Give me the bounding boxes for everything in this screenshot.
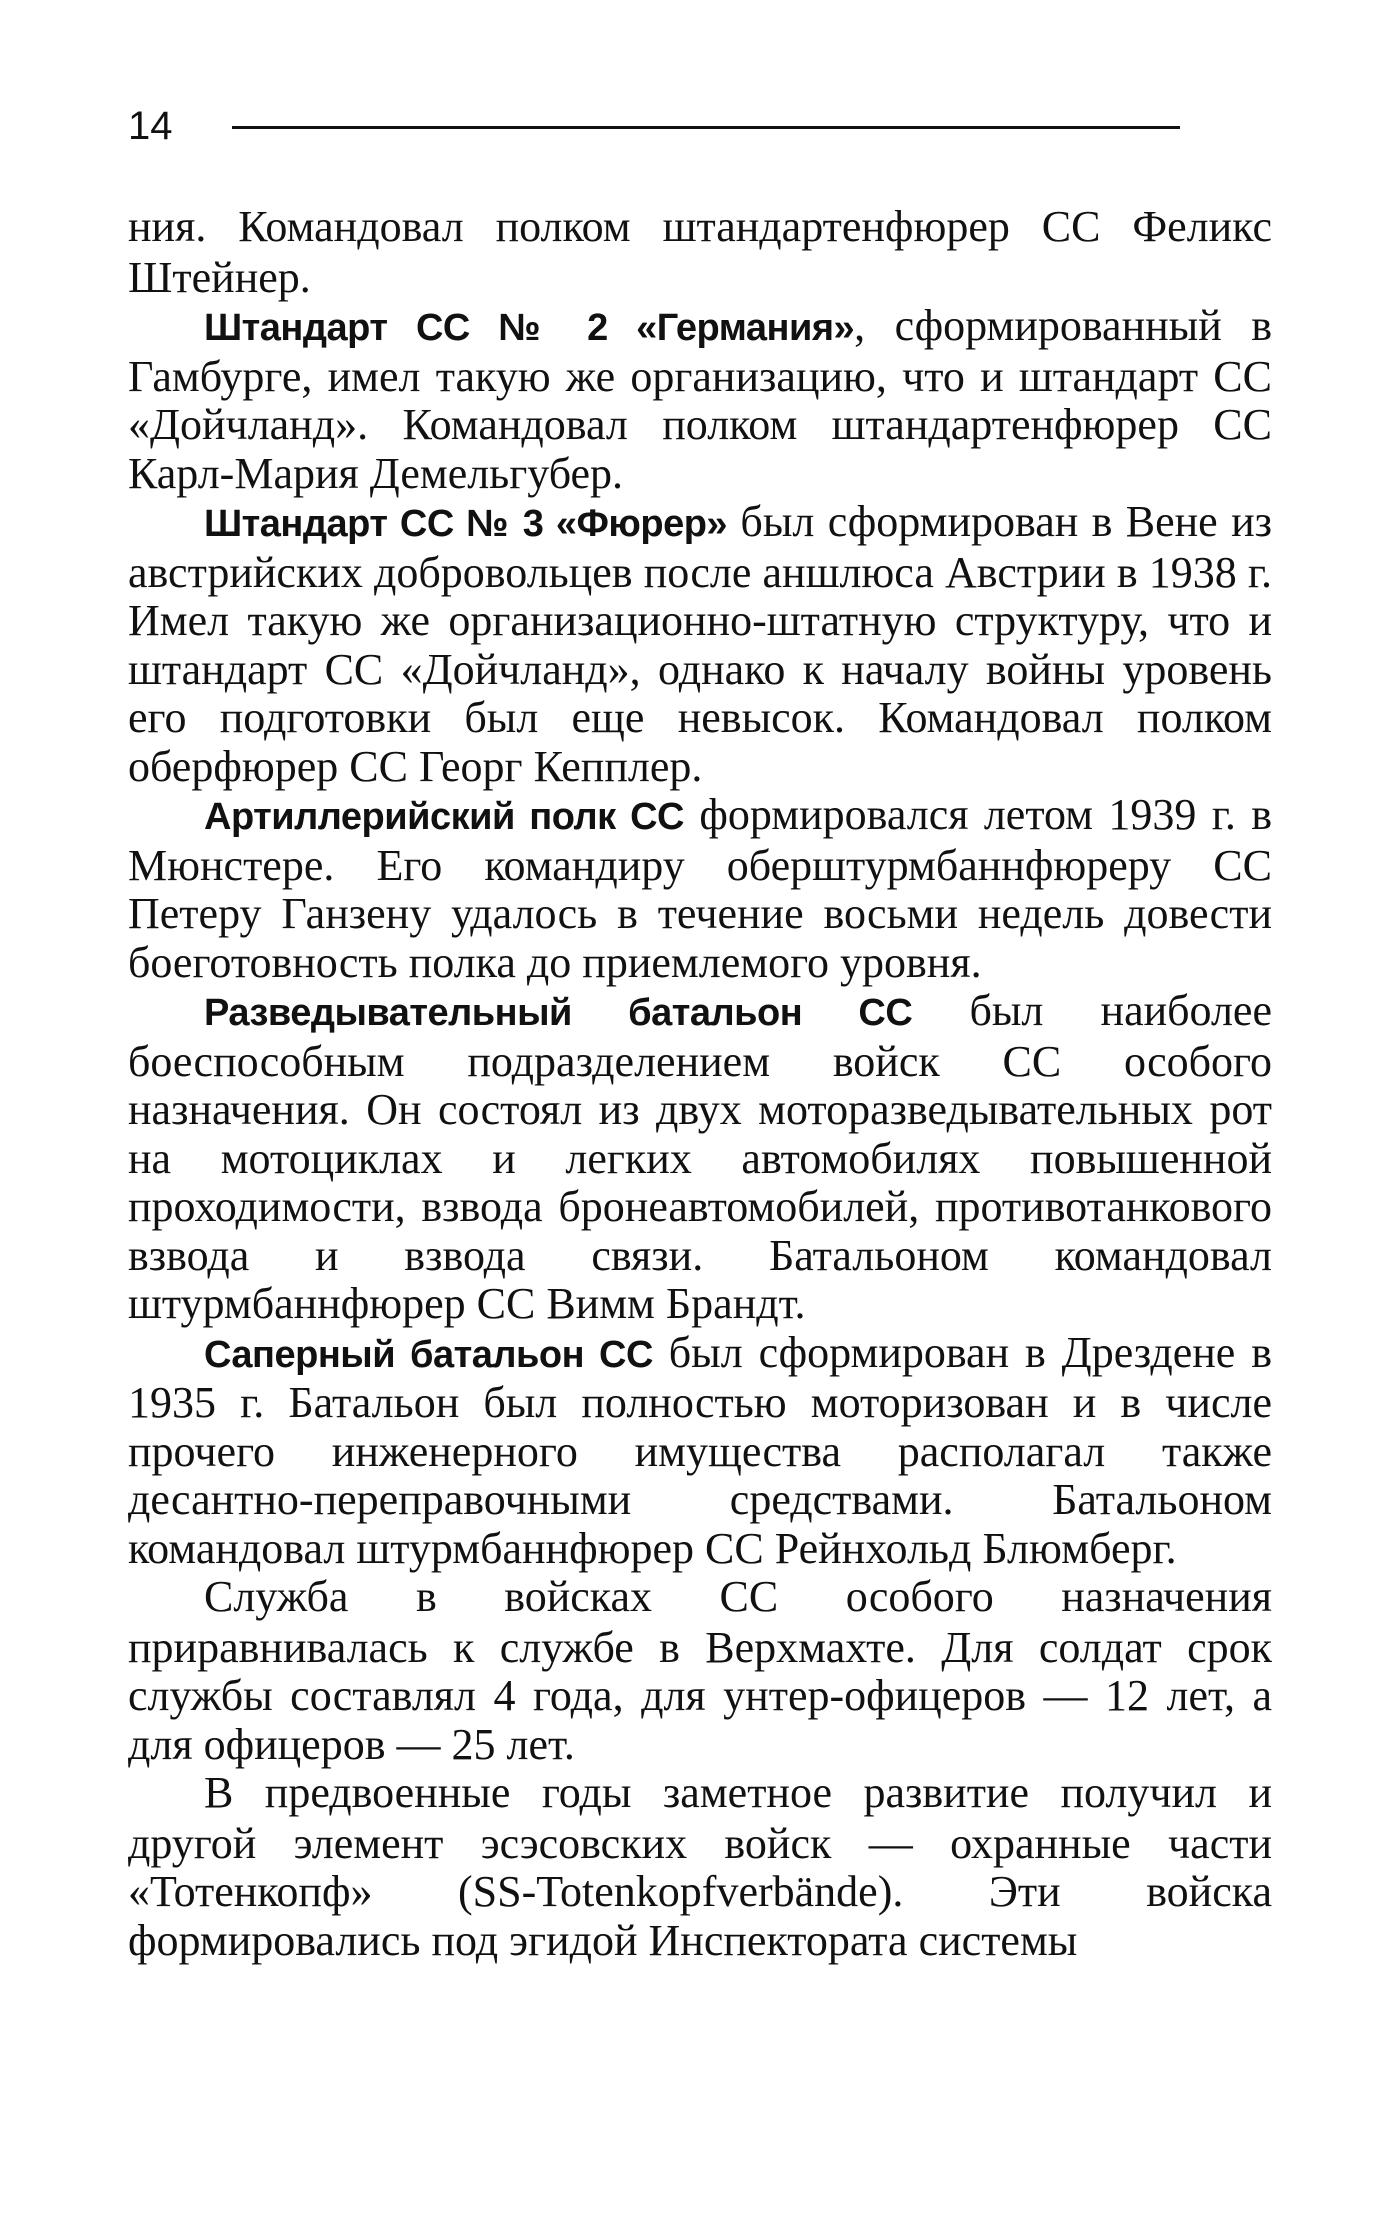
paragraph-7 xyxy=(128,1573,1272,1769)
paragraph-2-text: , сформированный в Гамбурге, имел такую же организацию, что и штандарт СС «Дойчланд». Командовал полком штандартенфюрер СС Карл-Мария Демельгубер. xyxy=(128,301,1272,498)
page-number: 14 xyxy=(128,104,173,148)
paragraph-4-text: формировался летом 1939 г. в Мюнстере. Его командиру оберштурмбаннфюреру СС Петеру Ганзену удалось в течение восьми недель довести боеготовность полка до приемлемого уровня. xyxy=(128,790,1273,987)
paragraph-5-lead: Разведывательный батальон СС xyxy=(204,992,913,1034)
paragraph-8-text: В предвоенные годы заметное развитие получил и другой элемент эсэсовских войск — охранные части «Тотенкопф» (SS-Totenkopfverbände). Эти войска формировались под эгидой Инспектората системы xyxy=(128,1768,1272,1965)
page-header xyxy=(128,96,1180,156)
paragraph-1-text: ния. Командовал полком штандартенфюрер СС Феликс Штейнер. xyxy=(128,202,1272,302)
paragraph-6-lead: Саперный батальон СС xyxy=(204,1333,653,1376)
paragraph-5-text: был наиболее боеспособным подразделением войск СС особого назначения. Он состоял из двух моторазведывательных рот на мотоциклах и легких автомобилях повышенной проходимости, взвода бронеавтомобилей, противотанкового взвода и взвода связи. Батальоном командовал штурмбаннфюрер СС Вимм Брандт. xyxy=(128,986,1272,1328)
paragraph-7-text: Служба в войсках СС особого назначения приравнивалась к службе в Верхмахте. Для солдат срок службы составлял 4 года, для унтер-офицеров — 12 лет, а для офицеров — 25 лет. xyxy=(128,1572,1272,1769)
paragraph-5 xyxy=(128,987,1272,1329)
paragraph-1 xyxy=(128,203,1272,302)
paragraph-2 xyxy=(128,302,1272,498)
paragraph-3-lead: Штандарт СС № 3 «Фюрер» xyxy=(204,503,728,545)
paragraph-4 xyxy=(128,791,1272,987)
paragraph-6-text: был сформирован в Дрездене в 1935 г. Батальон был полностью моторизован и в числе прочего инженерного имущества располагал также десантно-переправочными средствами. Батальоном командовал штурмбаннфюрер СС Рейнхольд Блюмберг. xyxy=(128,1327,1272,1573)
paragraph-8 xyxy=(128,1769,1272,1965)
paragraph-3-text: был сформирован в Вене из австрийских добровольцев после аншлюса Австрии в 1938 г. Имел такую же организационно-штатную структуру, что и штандарт СС «Дойчланд», однако к началу войны уровень его подготовки был еще невысок. Командовал полком оберфюрер СС Георг Кепплер. xyxy=(128,497,1273,791)
paragraph-3 xyxy=(128,498,1272,791)
header-rule xyxy=(232,126,1180,129)
paragraph-4-lead: Артиллерийский полк СС xyxy=(204,796,684,838)
body-text xyxy=(128,203,1272,1965)
paragraph-6 xyxy=(128,1329,1272,1574)
paragraph-2-lead: Штандарт СС № 2 «Германия» xyxy=(204,307,855,349)
